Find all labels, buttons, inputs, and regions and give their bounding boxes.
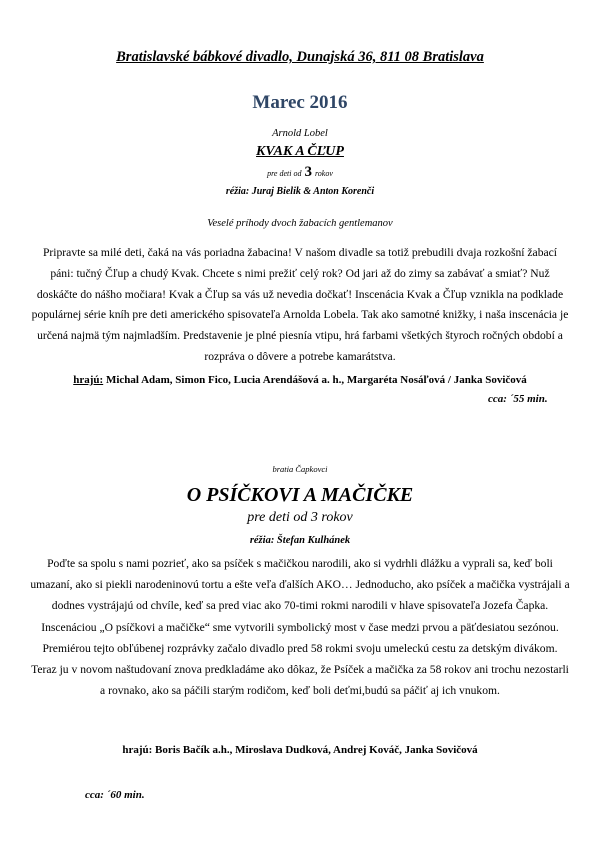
show1-cast-names: Michal Adam, Simon Fico, Lucia Arendášová a. h., Margaréta Nosáľová / Janka Sovičová: [103, 374, 527, 386]
show1-director: réžia: Juraj Bielik & Anton Korenči: [225, 186, 375, 197]
show1-author: Arnold Lobel: [272, 128, 328, 139]
show1-duration: cca: ´55 min.: [488, 393, 548, 405]
show1-age-recommendation: [0, 164, 600, 181]
show2-duration: cca: ´60 min.: [85, 789, 145, 801]
show1-age-suffix: rokov: [314, 169, 333, 178]
show1-cast-label: hrajú:: [73, 374, 104, 386]
show1-cast: [0, 374, 600, 386]
month-heading: Marec 2016: [252, 92, 348, 113]
show2-age-recommendation: pre deti od 3 rokov: [247, 510, 353, 525]
show2-description: Poďte sa spolu s nami pozrieť, ako sa psíček s mačičkou narodili, ako si vydrhli dlážku a vyprali sa, keď boli umazaní, ako si piekli narodeninovú tortu a ešte veľa ďalších AKO… Jednoducho, ako psíček a mačička vystrájali a dodnes vystrájajú od chvíle, keď sa pred viac ako 70-timi rokmi narodili v hlave spisovateľa Jozefa Čapka. Inscenáciou „O psíčkovi a mačičke“ sme vytvorili symbolický most v čase medzi prvou a päťdesiatou sezónou. Premiérou tejto obľúbenej rozprávky začalo divadlo pred 58 rokmi svoju umeleckú cestu za detským divákom. Teraz ju v novom naštudovaní znova predkladáme ako dôkaz, že Psíček a mačička za 58 rokov ani trochu nezostarli a rovnako, ako sa páčili starým rodičom, keď boli deťmi,budú sa páčiť aj ich vnukom.: [30, 557, 570, 698]
theatre-address-header: Bratislavské bábkové divadlo, Dunajská 36, 811 08 Bratislava: [116, 49, 484, 65]
show2-author: bratia Čapkovci: [272, 464, 328, 474]
show1-age-prefix: pre deti od: [267, 169, 302, 178]
show2-director: réžia: Štefan Kulhánek: [249, 535, 351, 546]
show1-subtitle: Veselé príhody dvoch žabacích gentlemanov: [207, 218, 393, 229]
show1-age-number: 3: [304, 164, 312, 180]
show2-title: O PSÍČKOVI A MAČIČKE: [186, 484, 414, 506]
show1-description: Pripravte sa milé deti, čaká na vás poriadna žabacina! V našom divadle sa totiž prebudili dvaja rozkošní žabací páni: tučný Čľup a chudý Kvak. Chcete s nimi prežiť celý rok? Od jari až do zimy sa zabávať a smiať? Nuž doskáčte do nášho močiara! Kvak a Čľup sa vás už nevedia dočkať! Inscenácia Kvak a Čľup vznikla na podklade populárnej série kníh pre deti amerického spisovateľa Arnolda Lobela. Tak ako samotné knižky, i naša inscenácia je určená najmä tým najmladším. Predstavenie je plné piesnía vtipu, hrá farbami všetkých štyroch ročných období a rozpráva o dôvere a potrebe kamarátstva.: [31, 246, 569, 363]
show1-title: KVAK A ČĽUP: [256, 144, 344, 159]
show2-cast: hrajú: Boris Bačík a.h., Miroslava Dudková, Andrej Kováč, Janka Sovičová: [122, 744, 478, 756]
